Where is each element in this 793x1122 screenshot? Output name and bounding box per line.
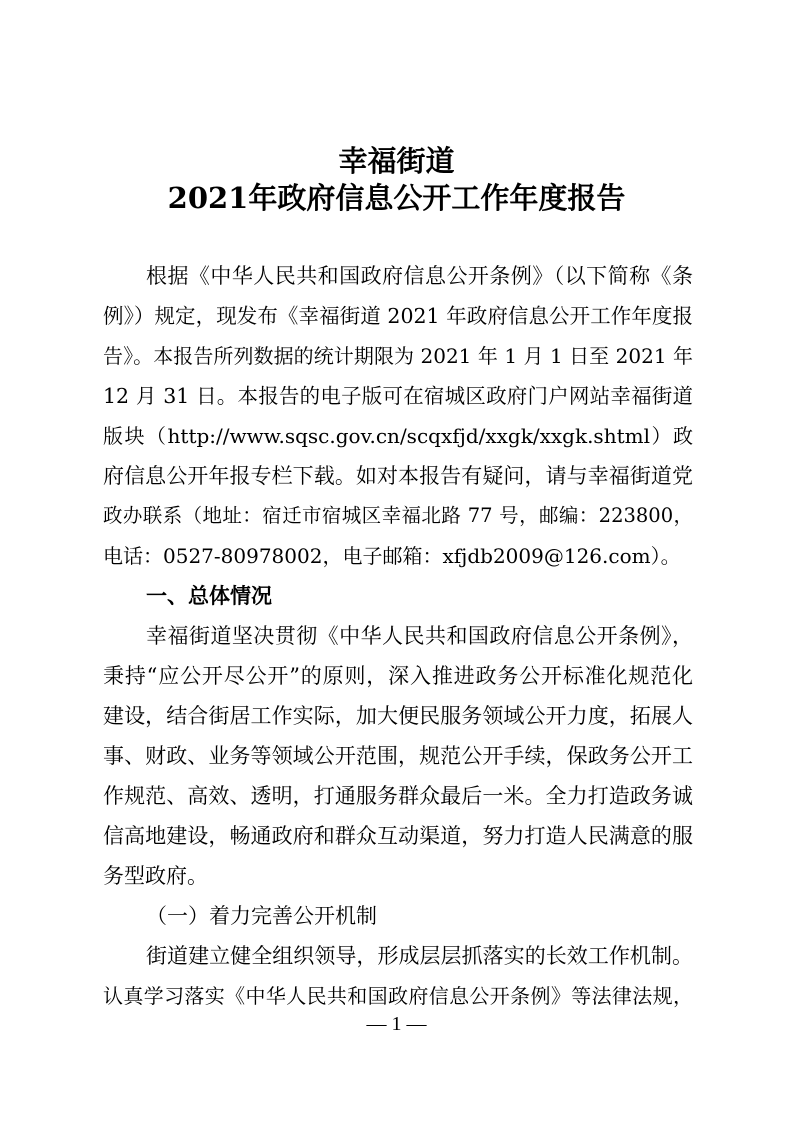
paragraph-line: 幸福街道坚决贯彻《中华人民共和国政府信息公开条例》， bbox=[146, 624, 693, 648]
paragraph-line: 建设，结合街居工作实际，加大便民服务领域公开力度，拓展人 bbox=[103, 704, 693, 728]
paragraph-line: 事、财政、业务等领域公开范围，规范公开手续，保政务公开工 bbox=[103, 744, 693, 768]
paragraph-line: 告》。本报告所列数据的统计期限为 2021 年 1 月 1 日至 2021 年 bbox=[103, 344, 693, 368]
paragraph-line: 根据《中华人民共和国政府信息公开条例》（以下简称《条 bbox=[146, 264, 693, 288]
document-title: 幸福街道 bbox=[338, 144, 455, 178]
paragraph-line: 例》）规定，现发布《幸福街道 2021 年政府信息公开工作年度报 bbox=[103, 304, 693, 328]
paragraph-line: 府信息公开年报专栏下载。如对本报告有疑问，请与幸福街道党 bbox=[103, 464, 693, 488]
paragraph-line: 政办联系（地址：宿迁市宿城区幸福北路 77 号，邮编：223800， bbox=[103, 504, 693, 527]
paragraph-line: 信高地建设，畅通政府和群众互动渠道，努力打造人民满意的服 bbox=[103, 824, 693, 848]
paragraph-line: 秉持“应公开尽公开”的原则，深入推进政务公开标准化规范化 bbox=[103, 664, 693, 688]
paragraph-line: 认真学习落实《中华人民共和国政府信息公开条例》等法律法规， bbox=[103, 984, 693, 1008]
paragraph-line: 12 月 31 日。本报告的电子版可在宿城区政府门户网站幸福街道 bbox=[103, 384, 693, 408]
paragraph-line: 街道建立健全组织领导，形成层层抓落实的长效工作机制。 bbox=[146, 944, 693, 968]
section-heading: 一、总体情况 bbox=[146, 584, 272, 608]
subsection-heading: （一）着力完善公开机制 bbox=[146, 904, 377, 928]
page-number: — 1 — bbox=[366, 1013, 427, 1035]
paragraph-line: 作规范、高效、透明，打通服务群众最后一米。全力打造政务诚 bbox=[103, 784, 693, 808]
paragraph-line: 版块（http://www.sqsc.gov.cn/scqxfjd/xxgk/xxgk.shtml）政 bbox=[103, 424, 693, 448]
paragraph-line: 电话：0527-80978002，电子邮箱：xfjdb2009@126.com）。 bbox=[103, 544, 681, 568]
document-subtitle: 2021年政府信息公开工作年度报告 bbox=[167, 181, 626, 215]
paragraph-line: 务型政府。 bbox=[103, 864, 208, 888]
